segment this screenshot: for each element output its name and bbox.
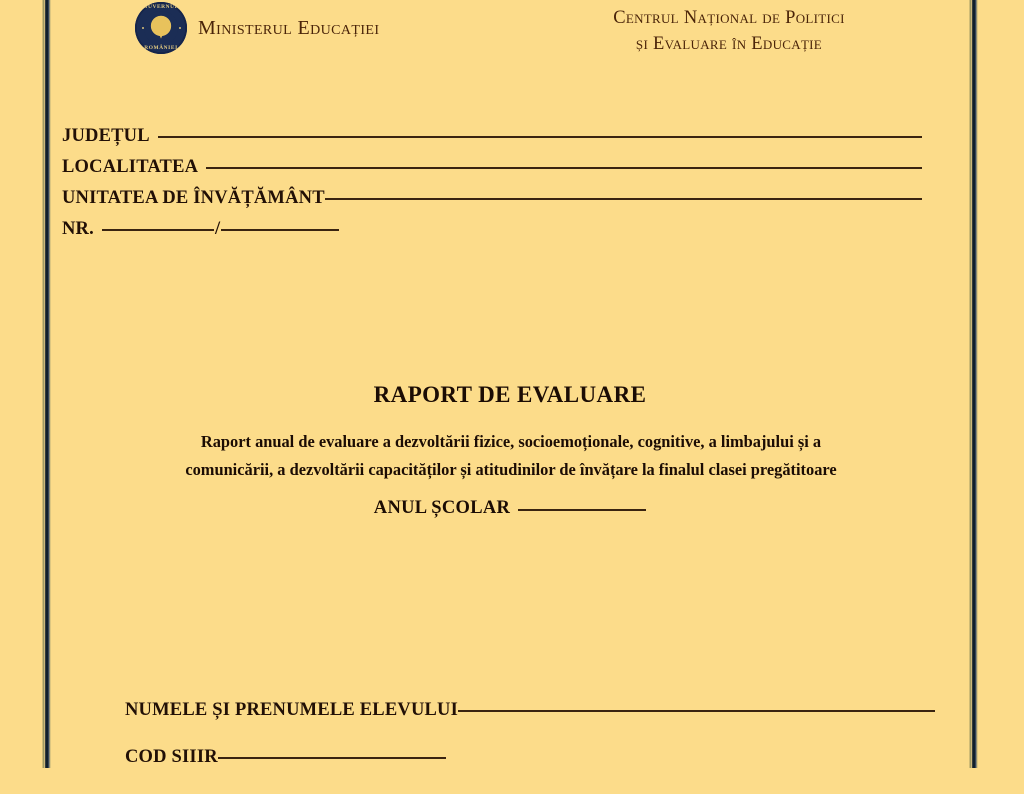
page-title: RAPORT DE EVALUARE [373,382,647,407]
page-subtitle-line-1: Raport anual de evaluare a dezvoltării fizice, socioemoționale, cognitive, a limbajului și a [200,432,822,451]
right-border-rule [969,0,978,768]
ministry-name-label: Ministerul Educației [198,16,380,39]
student-fields [125,700,935,794]
student-name-input[interactable] [458,710,935,712]
identification-fields [62,126,922,250]
locality-label: LOCALITATEA [62,157,199,177]
school-label: UNITATEA DE ÎNVĂȚĂMÂNT [62,188,325,208]
school-year-input[interactable] [518,509,646,511]
seal-text-bottom: ROMÂNIEI [144,44,178,51]
seal-text-top: GUVERNUL [143,4,179,10]
page-subtitle-line-2: comunicării, a dezvoltării capacităților și atitudinilor de învățare la finalul clasei pregătitoare [185,459,837,479]
siiir-code-input[interactable] [218,757,446,759]
document-header [51,0,969,70]
county-label: JUDEȚUL [62,126,150,146]
number-year-input[interactable] [221,229,339,231]
county-input[interactable] [158,136,922,138]
school-year-row [51,498,969,519]
romanian-government-seal-icon [135,2,187,54]
student-name-label: NUMELE ȘI PRENUMELE ELEVULUI [125,700,458,720]
left-border-rule [42,0,51,768]
number-separator: / [214,219,221,239]
institution-name-line-1: Centrul Național de Politici [613,8,845,28]
field-row-student-name [125,700,935,747]
ministry-branding [135,2,379,54]
school-year-label: ANUL ȘCOLAR [373,498,511,518]
school-input[interactable] [325,198,922,200]
number-input[interactable] [102,229,214,231]
number-label: NR. [62,219,94,239]
eagle-emblem-icon [149,15,173,41]
page-subtitle [111,428,911,483]
siiir-code-label: COD SIIIR [125,747,218,767]
document-sheet [51,0,969,768]
field-row-locality [62,157,922,188]
field-row-siiir-code [125,747,935,794]
field-row-county [62,126,922,157]
field-row-school [62,188,922,219]
institution-name-line-2: și Evaluare în Educație [635,33,823,54]
institution-name-block [533,6,925,57]
field-row-number [62,219,922,250]
locality-input[interactable] [206,167,922,169]
